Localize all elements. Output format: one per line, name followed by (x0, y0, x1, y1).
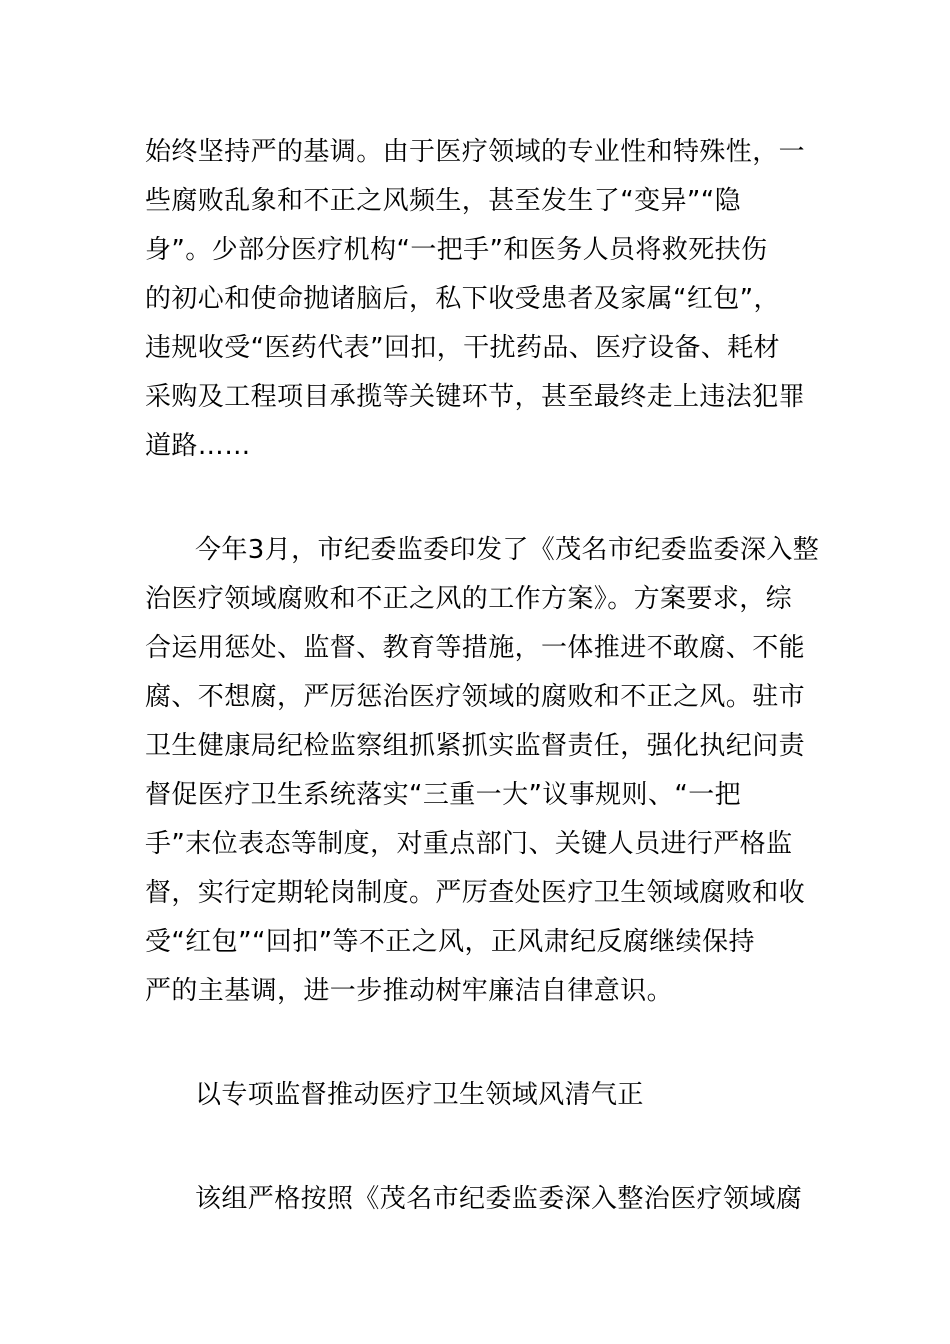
paragraph-2-line-8: 督，实行定期轮岗制度。严厉查处医疗卫生领域腐败和收 (145, 878, 806, 908)
paragraph-2-line-10: 严的主基调，进一步推动树牢廉洁自律意识。 (145, 976, 674, 1006)
paragraph-2-line-4: 腐、不想腐，严厉惩治医疗领域的腐败和不正之风。驻市 (145, 682, 806, 712)
paragraph-2-line-3: 合运用惩处、监督、教育等措施，一体推进不敢腐、不能 (145, 633, 806, 663)
section-subheading: 以专项监督推动医疗卫生领域风清气正 (195, 1080, 644, 1110)
paragraph-1-line-3: 身”。少部分医疗机构“一把手”和医务人员将救死扶伤 (145, 235, 768, 265)
paragraph-2-line-1: 今年3月，市纪委监委印发了《茂名市纪委监委深入整 (195, 535, 820, 565)
paragraph-1-line-1: 始终坚持严的基调。由于医疗领域的专业性和特殊性，一 (145, 137, 806, 167)
paragraph-1-line-7: 道路…… (145, 431, 251, 461)
paragraph-2-line-2: 治医疗领域腐败和不正之风的工作方案》。方案要求，综 (145, 584, 793, 614)
paragraph-2-line-9: 受“红包”“回扣”等不正之风，正风肃纪反腐继续保持 (145, 927, 755, 957)
paragraph-1-line-6: 采购及工程项目承揽等关键环节，甚至最终走上违法犯罪 (145, 382, 806, 412)
paragraph-2-line-7: 手”末位表态等制度，对重点部门、关键人员进行严格监 (145, 829, 793, 859)
paragraph-2-line-6: 督促医疗卫生系统落实“三重一大”议事规则、“一把 (145, 780, 742, 810)
paragraph-1-line-5: 违规收受“医药代表”回扣，干扰药品、医疗设备、耗材 (145, 333, 780, 363)
paragraph-3-line-1: 该组严格按照《茂名市纪委监委深入整治医疗领域腐 (195, 1184, 803, 1214)
paragraph-2-line-5: 卫生健康局纪检监察组抓紧抓实监督责任，强化执纪问责 (145, 731, 806, 761)
paragraph-1-line-2: 些腐败乱象和不正之风频生，甚至发生了“变异”“隐 (145, 186, 742, 216)
paragraph-1-line-4: 的初心和使命抛诸脑后，私下收受患者及家属“红包”， (145, 284, 780, 314)
